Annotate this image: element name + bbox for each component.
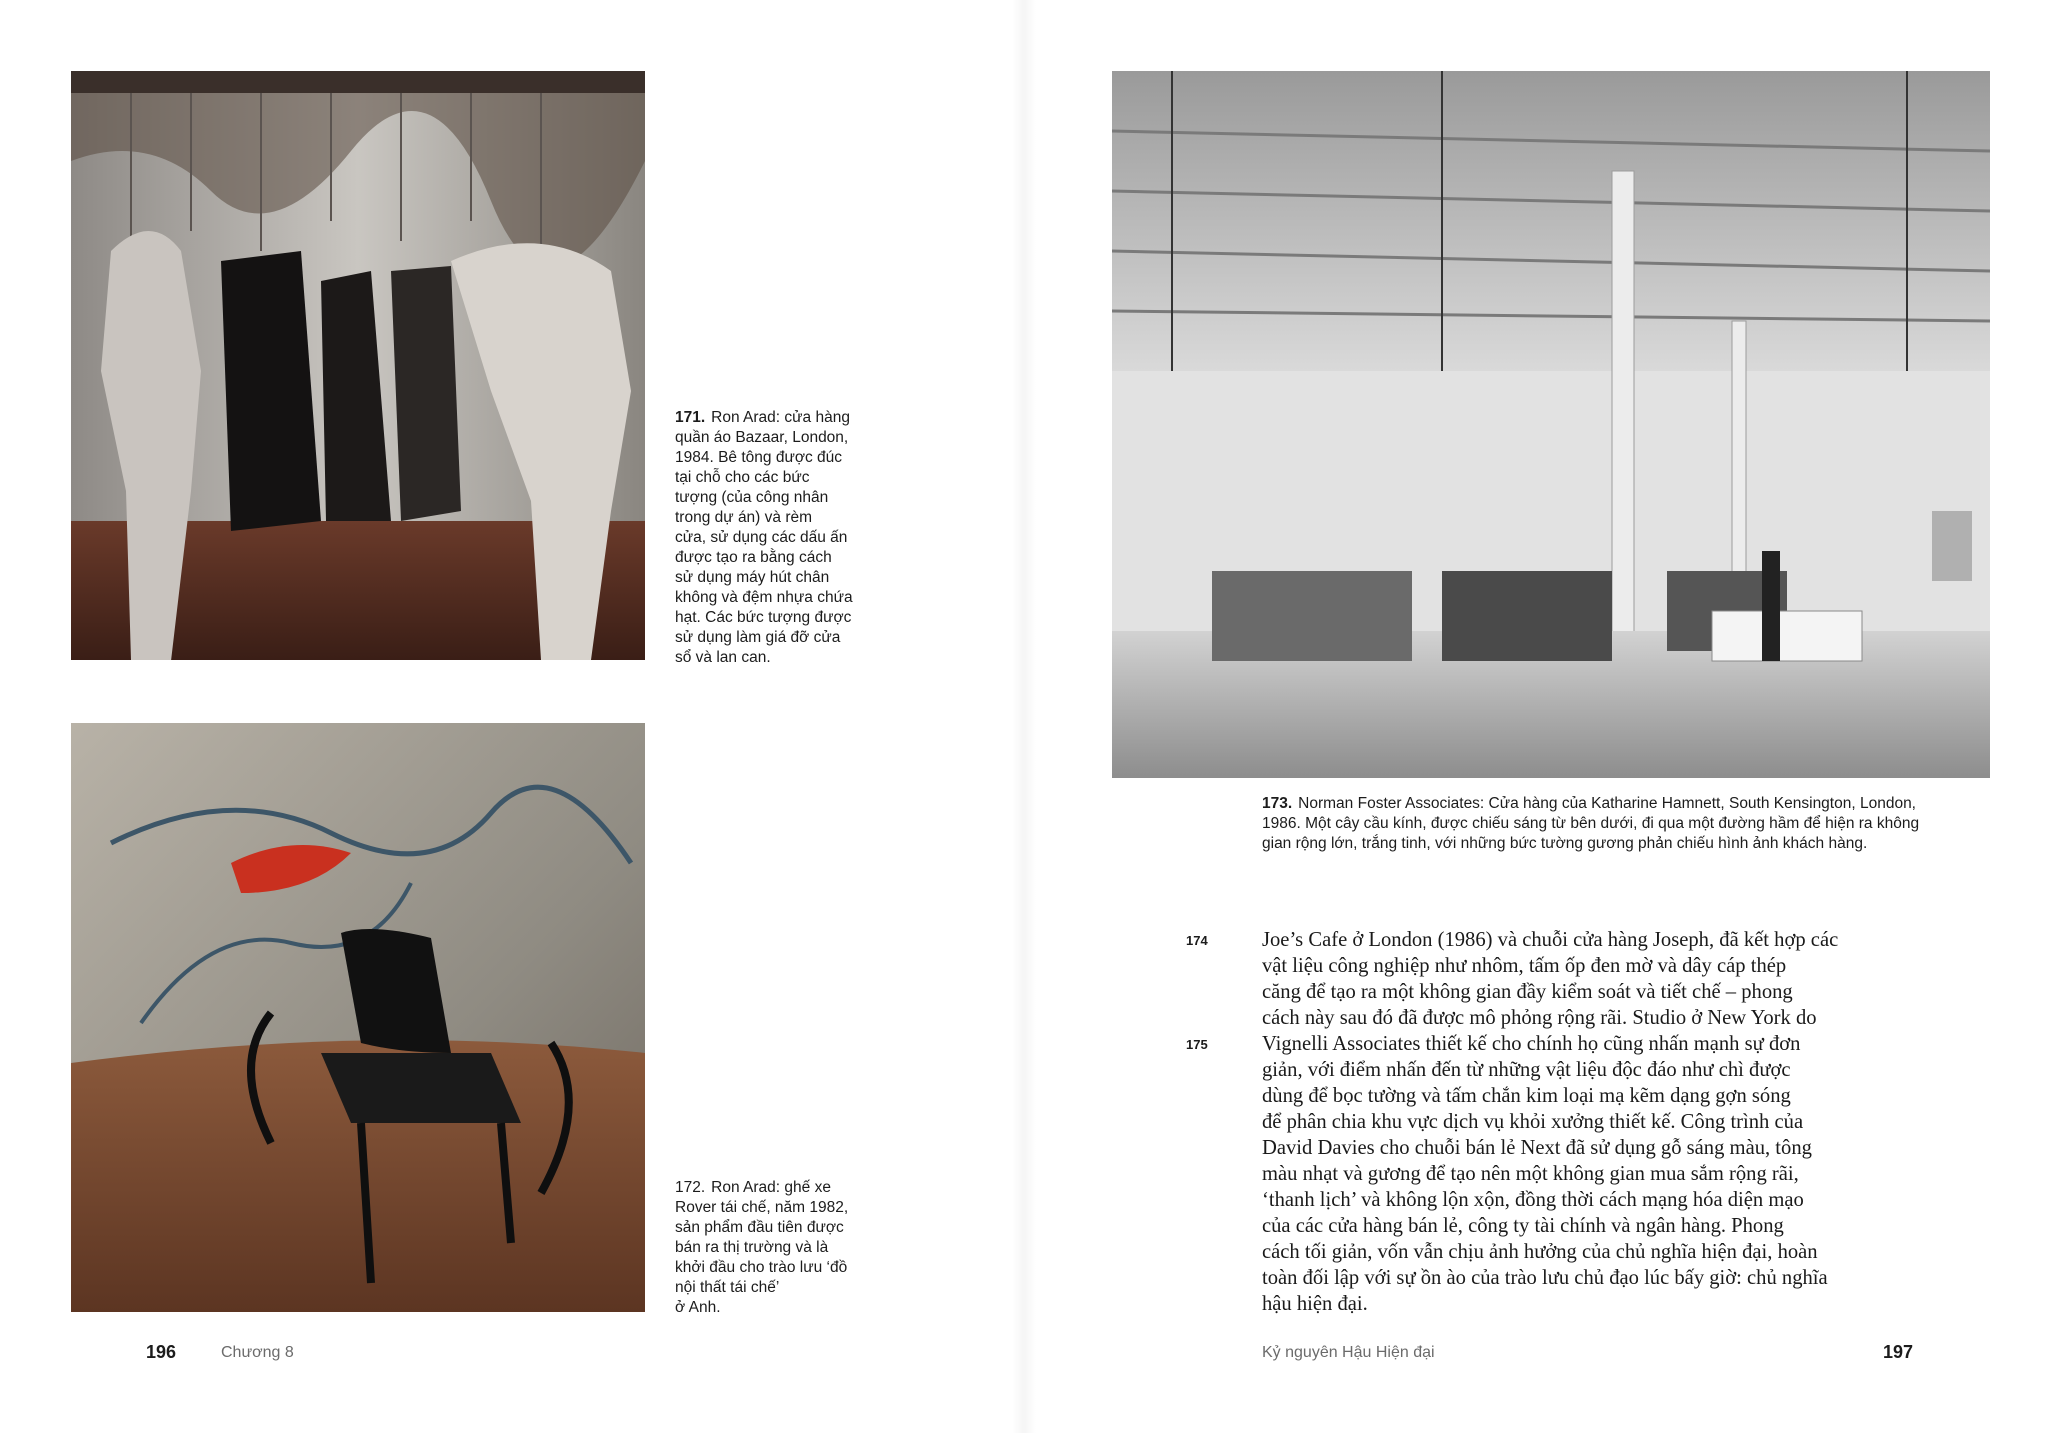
figure-173-caption-text: Norman Foster Associates: Cửa hàng của Katharine Hamnett, South Kensington, London, 1986. Một cây cầu kính, được chiếu sáng từ bên dưới, đi qua một đường hầm để hiện ra không gian rộng lớn, trắng tinh, với những bức tường gương phản chiếu hình ảnh khách hàng. (1262, 795, 1920, 852)
figure-171-caption-text: Ron Arad: cửa hàng quần áo Bazaar, London, 1984. Bê tông được đúc tại chỗ cho các bức tượng (của công nhân trong dự án) và rèm cửa, sử dụng các dấu ấn được tạo ra bằng cách sử dụng máy hút chân không và đệm nhựa chứa hạt. Các bức tượng được sử dụng làm giá đỡ cửa sổ và lan can. (675, 409, 853, 666)
figure-172-number: 172. (675, 1179, 706, 1196)
figure-173-photo (1112, 71, 1990, 778)
page-number-left: 196 (146, 1342, 177, 1362)
margin-ref-174: 174 (1186, 933, 1208, 948)
figure-171-caption (675, 408, 885, 668)
figure-171-number: 171. (675, 409, 706, 426)
figure-173-number: 173. (1262, 795, 1293, 812)
figure-171-photo (71, 71, 645, 660)
figure-172-caption (675, 1178, 885, 1318)
page-gutter (1012, 0, 1036, 1433)
figure-172-caption-text: Ron Arad: ghế xe Rover tái chế, năm 1982, sản phẩm đầu tiên được bán ra thị trường và là khởi đầu cho trào lưu ‘đồ nội thất tái chế’ ở Anh. (675, 1179, 849, 1316)
margin-ref-175: 175 (1186, 1037, 1208, 1052)
body-text: Joe’s Cafe ở London (1986) và chuỗi cửa hàng Joseph, đã kết hợp các vật liệu công nghiệp như nhôm, tấm ốp đen mờ và dây cáp thép căng để tạo ra một không gian đầy kiểm soát và tiết chế – phong cách này sau đó đã được mô phỏng rộng rãi. Studio ở New York do Vignelli Associates thiết kế cho chính họ cũng nhấn mạnh sự đơn giản, với điểm nhấn đến từ những vật liệu độc đáo như chì được dùng để bọc tường và tấm chắn kim loại mạ kẽm dạng gợn sóng để phân chia khu vực dịch vụ khỏi xưởng thiết kế. Công trình của David Davies cho chuỗi bán lẻ Next đã sử dụng gỗ sáng màu, tông màu nhạt và gương để tạo nên một không gian mua sắm rộng rãi, ‘thanh lịch’ và không lộn xộn, đồng thời cách mạng hóa diện mạo của các cửa hàng bán lẻ, công ty tài chính và ngân hàng. Phong cách tối giản, vốn vẫn chịu ảnh hưởng của chủ nghĩa hiện đại, hoàn toàn đối lập với sự ồn ào của trào lưu chủ đạo lúc bấy giờ: chủ nghĩa hậu hiện đại. (1262, 929, 1839, 1315)
figure-172-photo (71, 723, 645, 1312)
running-head-left: Chương 8 (221, 1344, 294, 1361)
figure-173-caption (1262, 794, 1922, 854)
running-head-right: Kỷ nguyên Hậu Hiện đại (1262, 1344, 1435, 1361)
page-number-right: 197 (1883, 1342, 1914, 1362)
